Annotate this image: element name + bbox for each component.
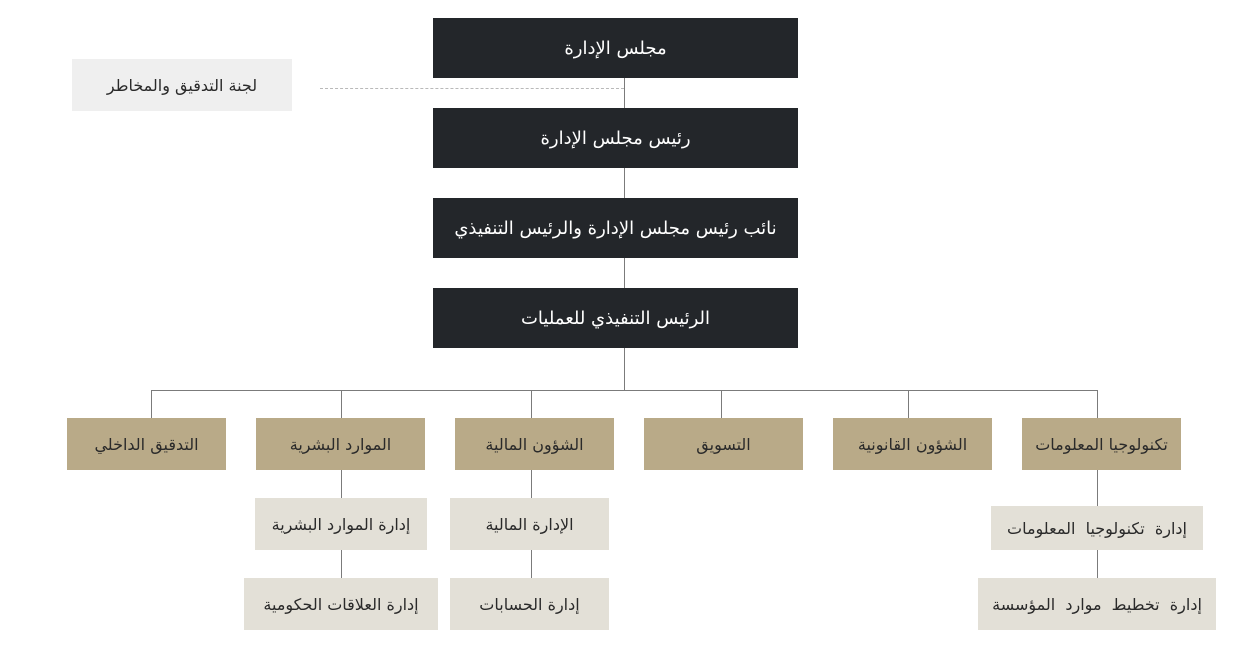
connector-departments-bar (151, 390, 1098, 391)
unit-finance-management-label: الإدارة المالية (485, 514, 574, 534)
dept-legal-box (833, 418, 992, 470)
unit-it-management-box (991, 506, 1203, 550)
connector-finance (531, 390, 532, 418)
connector-legal (908, 390, 909, 418)
vice-chairman-ceo-label: نائب رئيس مجلس الإدارة والرئيس التنفيذي (454, 217, 777, 239)
dept-legal-label: الشؤون القانونية (857, 434, 968, 454)
connector-it (1097, 390, 1098, 418)
unit-it-management-label: إدارة تكنولوجيا المعلومات (1007, 518, 1187, 538)
committee-dashed-connector (320, 88, 624, 89)
unit-hr-management-box (255, 498, 427, 550)
dept-marketing-label: التسويق (696, 434, 751, 454)
unit-accounts-management-label: إدارة الحسابات (479, 594, 580, 614)
audit-risk-committee-box (72, 59, 292, 111)
coo-box (433, 288, 798, 348)
dept-marketing-box (644, 418, 803, 470)
dept-finance-label: الشؤون المالية (485, 434, 584, 454)
dept-hr-label: الموارد البشرية (289, 434, 392, 454)
unit-erp-management-label: إدارة تخطيط موارد المؤسسة (992, 594, 1202, 614)
connector-internal-audit (151, 390, 152, 418)
unit-hr-management-label: إدارة الموارد البشرية (271, 514, 411, 534)
dept-hr-box (256, 418, 425, 470)
dept-internal-audit-box (67, 418, 226, 470)
vice-chairman-ceo-box (433, 198, 798, 258)
connector-hr (341, 390, 342, 418)
board-label: مجلس الإدارة (564, 37, 667, 59)
chairman-box (433, 108, 798, 168)
dept-it-label: تكنولوجيا المعلومات (1035, 434, 1168, 454)
unit-gov-relations-label: إدارة العلاقات الحكومية (263, 594, 419, 614)
dept-finance-box (455, 418, 614, 470)
audit-risk-committee-label: لجنة التدقيق والمخاطر (106, 75, 258, 95)
unit-finance-management-box (450, 498, 609, 550)
chairman-label: رئيس مجلس الإدارة (540, 127, 691, 149)
dept-it-box (1022, 418, 1181, 470)
dept-internal-audit-label: التدقيق الداخلي (94, 434, 199, 454)
board-box (433, 18, 798, 78)
unit-gov-relations-box (244, 578, 438, 630)
unit-accounts-management-box (450, 578, 609, 630)
unit-erp-management-box (978, 578, 1216, 630)
coo-label: الرئيس التنفيذي للعمليات (520, 307, 711, 329)
connector-marketing (721, 390, 722, 418)
